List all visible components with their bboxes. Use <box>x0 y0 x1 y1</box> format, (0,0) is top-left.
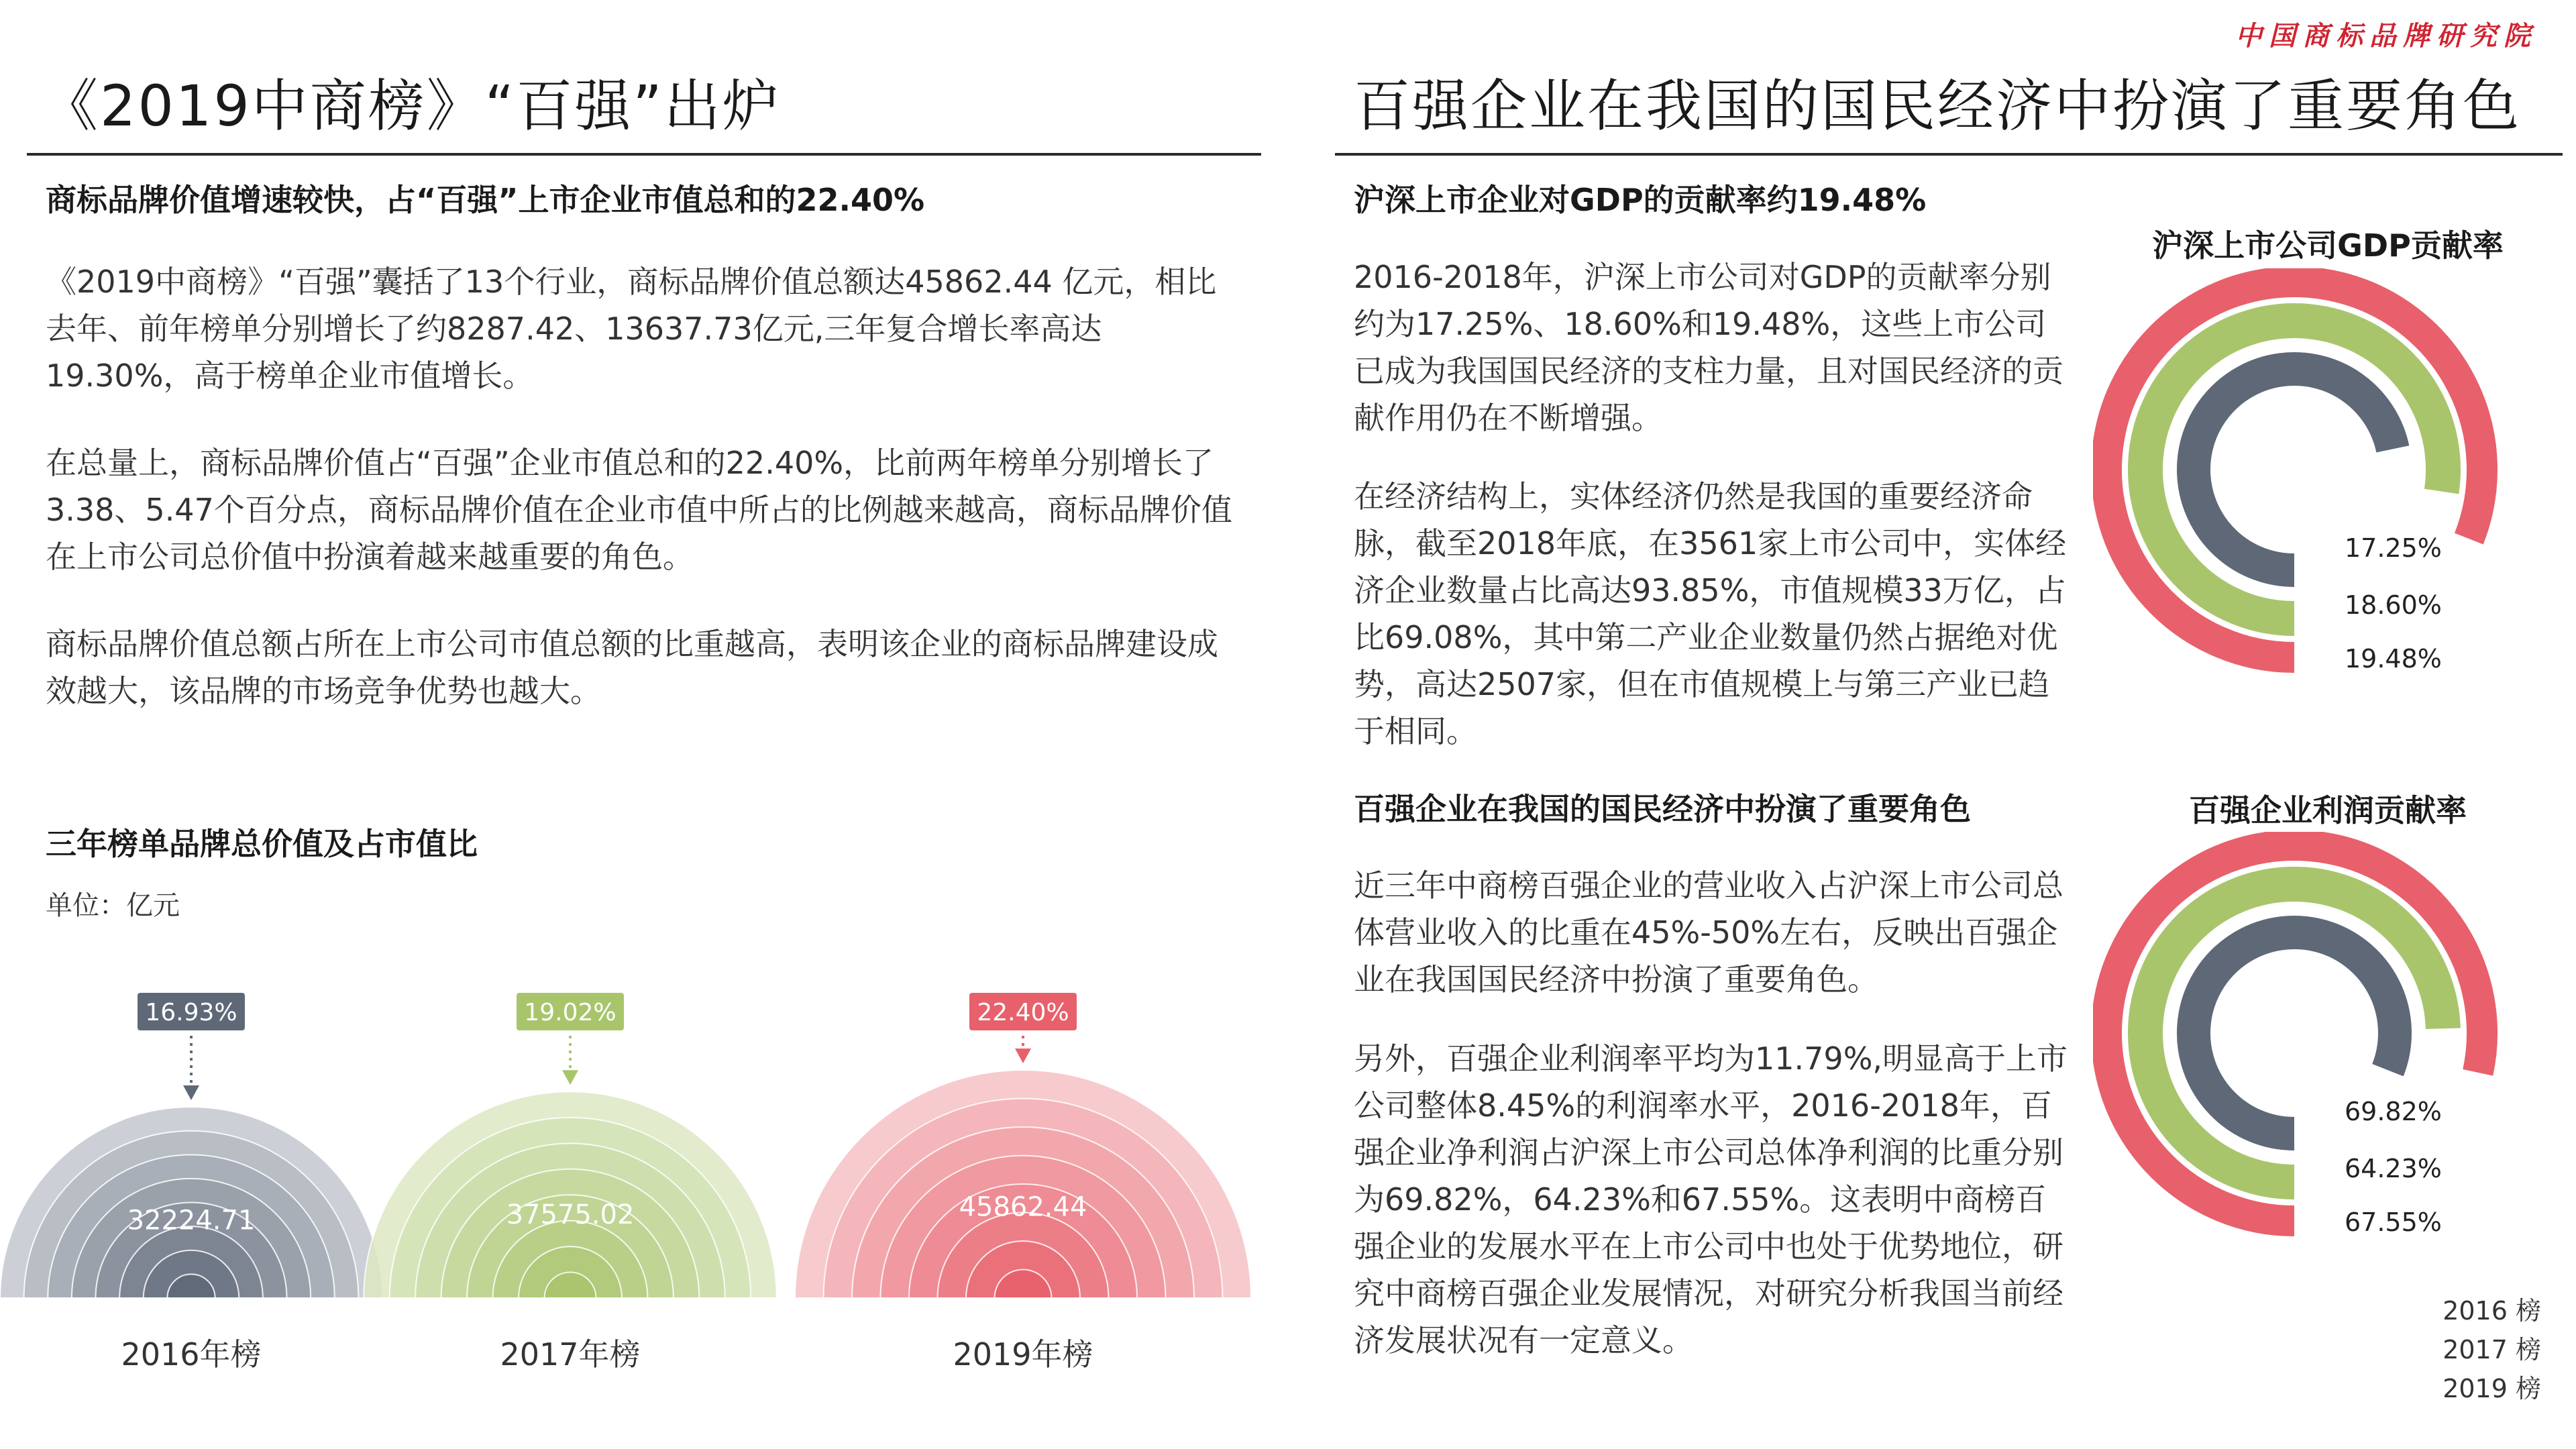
legend-item-2019: 2019 榜 <box>2443 1374 2541 1403</box>
gdp-paragraph-2: 在经济结构上，实体经济仍然是我国的重要经济命脉，截至2018年底，在3561家上市公司中，实体经济企业数量占比高达93.85%，市值规模33万亿，占比69.08%，其中第二产业企业数量仍然占据绝对优势，高达2507家，但在市值规模上与第三产业已趋于相同。 <box>1354 478 2067 749</box>
brand-value-semicircle-chart <box>0 953 1288 1422</box>
semicircle-2019年榜 <box>795 993 1251 1373</box>
profit-contribution-radial-chart <box>2093 832 2576 1261</box>
radial-value-label: 17.25% <box>2345 533 2442 563</box>
right-page-title: 百强企业在我国的国民经济中扮演了重要角色 <box>1354 73 2522 139</box>
share-pointer-arrow <box>1015 1049 1031 1063</box>
left-page-title: 《2019中商榜》“百强”出炉 <box>42 73 781 139</box>
radial-value-label: 19.48% <box>2345 644 2442 674</box>
gdp-contribution-radial-chart <box>2093 268 2576 698</box>
radial-value-label: 18.60% <box>2345 590 2442 620</box>
left-title-divider <box>27 153 1261 156</box>
brand-value-chart-unit: 单位：亿元 <box>46 890 180 921</box>
profit-paragraph-1: 近三年中商榜百强企业的营业收入占沪深上市公司总体营业收入的比重在45%-50%左右，反映出百强企业在我国国民经济中扮演了重要角色。 <box>1354 867 2063 998</box>
left-paragraph-2: 在总量上，商标品牌价值占“百强”企业市值总和的22.40%，比前两年榜单分别增长了3.38、5.47个百分点，商标品牌价值在企业市值中所占的比例越来越高，商标品牌价值在上市公司总价值中扮演着越来越重要的角色。 <box>46 445 1232 575</box>
semicircle-2017年榜 <box>364 993 777 1373</box>
gdp-contribution-chart-title: 沪深上市公司GDP贡献率 <box>2152 227 2504 264</box>
radial-value-label: 64.23% <box>2345 1154 2442 1183</box>
right-title-divider <box>1335 153 2563 156</box>
brand-value-chart-title: 三年榜单品牌总价值及占市值比 <box>46 826 478 862</box>
share-label: 16.93% <box>145 999 237 1026</box>
gdp-section-heading: 沪深上市企业对GDP的贡献率约19.48% <box>1354 182 1927 218</box>
brand-value-label: 32224.71 <box>127 1205 256 1236</box>
legend-item-2017: 2017 榜 <box>2443 1335 2541 1364</box>
share-pointer-arrow <box>562 1070 578 1085</box>
left-paragraph-1: 《2019中商榜》“百强”囊括了13个行业，商标品牌价值总额达45862.44 亿元，相比去年、前年榜单分别增长了约8287.42、13637.73亿元,三年复合增长率高达19.30%，高于榜单企业市值增长。 <box>46 264 1217 394</box>
semicircle-2016年榜 <box>0 993 382 1373</box>
profit-section-heading: 百强企业在我国的国民经济中扮演了重要角色 <box>1354 791 1971 827</box>
share-label: 22.40% <box>977 999 1069 1026</box>
brand-logo: 中国商标品牌研究院 <box>2235 20 2537 52</box>
brand-value-label: 45862.44 <box>959 1191 1087 1223</box>
category-label: 2019年榜 <box>953 1336 1093 1373</box>
chart-series-legend <box>2443 1291 2541 1408</box>
radial-value-label: 67.55% <box>2345 1208 2442 1237</box>
share-label: 19.02% <box>524 999 616 1026</box>
left-subtitle: 商标品牌价值增速较快，占“百强”上市企业市值总和的22.40% <box>46 182 925 218</box>
profit-paragraph-2: 另外，百强企业利润率平均为11.79%,明显高于上市公司整体8.45%的利润率水平，2016-2018年，百强企业净利润占沪深上市公司总体净利润的比重分别为69.82%，64.23%和67.55%。这表明中商榜百强企业的发展水平在上市公司中也处于优势地位，研究中商榜百强企业发展情况，对研究分析我国当前经济发展状况有一定意义。 <box>1354 1040 2068 1358</box>
legend-item-2016: 2016 榜 <box>2443 1296 2541 1326</box>
radial-value-label: 69.82% <box>2345 1097 2442 1126</box>
category-label: 2017年榜 <box>500 1336 641 1373</box>
brand-value-label: 37575.02 <box>506 1199 635 1231</box>
profit-contribution-chart-title: 百强企业利润贡献率 <box>2189 792 2467 828</box>
gdp-paragraph-1: 2016-2018年，沪深上市公司对GDP的贡献率分别约为17.25%、18.60%和19.48%，这些上市公司已成为我国国民经济的支柱力量，且对国民经济的贡献作用仍在不断增强。 <box>1354 259 2063 436</box>
category-label: 2016年榜 <box>121 1336 262 1373</box>
left-paragraph-3: 商标品牌价值总额占所在上市公司市值总额的比重越高，表明该企业的商标品牌建设成效越大，该品牌的市场竞争优势也越大。 <box>46 626 1218 709</box>
share-pointer-arrow <box>183 1085 199 1100</box>
